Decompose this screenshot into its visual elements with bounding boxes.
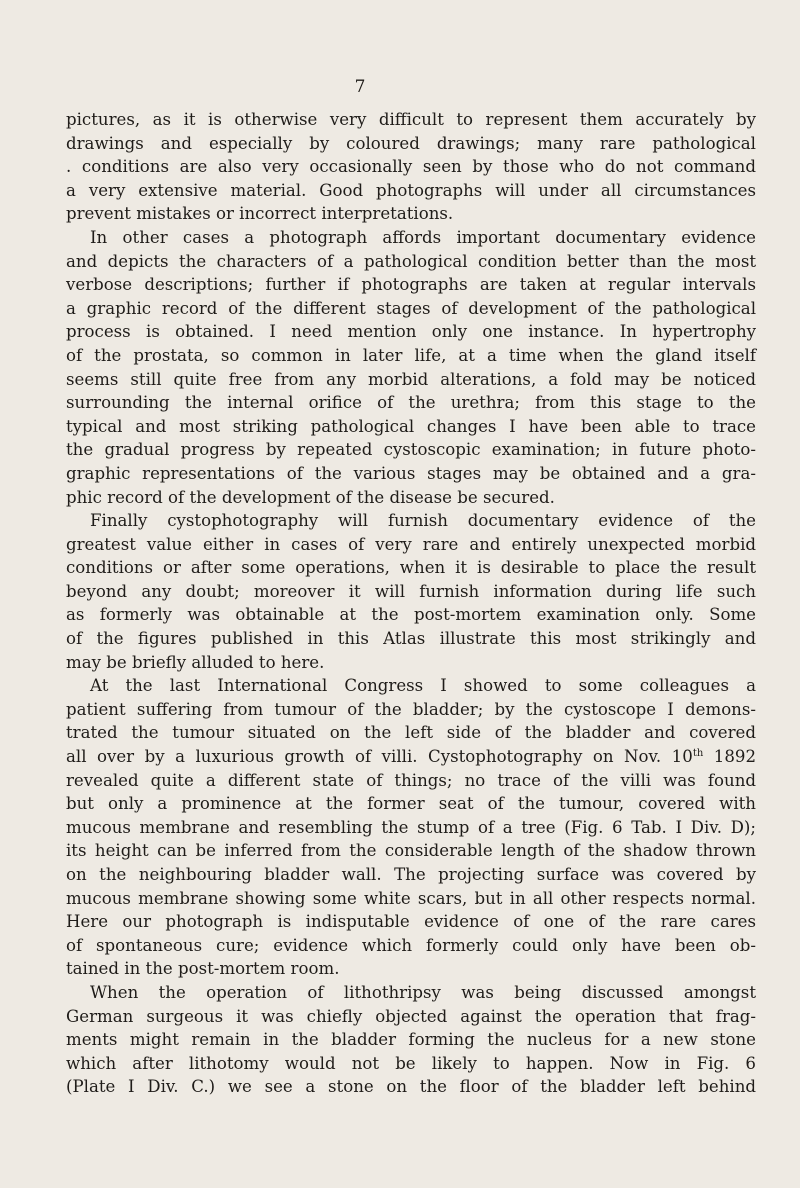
text-line: typical and most striking pathological changes I have been able to trace [66, 416, 756, 436]
text-line: trated the tumour situated on the left side of the bladder and covered [66, 723, 756, 743]
text-line: its height can be inferred from the considerable length of the shadow thrown [66, 841, 756, 861]
text-line: ments might remain in the bladder forming the nucleus for a new stone [66, 1030, 756, 1050]
text-line: as formerly was obtainable at the post-mortem examination only. Some [66, 605, 756, 625]
text-line: on the neighbouring bladder wall. The projecting surface was covered by [66, 865, 756, 884]
text-line: patient suffering from tumour of the bladder; by the cystoscope I demons- [66, 699, 756, 719]
text-line: and depicts the characters of a pathological condition better than the most [66, 251, 756, 271]
text-line: In other cases a photograph affords important documentary evidence [90, 227, 756, 247]
text-line: a graphic record of the different stages of development of the pathological [66, 298, 756, 318]
text-line: revealed quite a different state of things; no trace of the villi was found [66, 770, 756, 790]
text-line: graphic representations of the various stages may be obtained and a gra- [66, 463, 756, 483]
text-line: Finally cystophotography will furnish documentary evidence of the [90, 511, 756, 531]
text-line: drawings and especially by coloured drawings; many rare pathological [66, 133, 756, 153]
text-line: . conditions are also very occasionally seen by those who do not command [66, 157, 756, 177]
text-line: of spontaneous cure; evidence which formerly could only have been ob- [66, 935, 756, 955]
superscript: th [692, 748, 704, 760]
text-line: verbose descriptions; further if photographs are taken at regular intervals [66, 275, 756, 295]
text-line: mucous membrane and resembling the stump of a tree (Fig. 6 Tab. I Div. D); [66, 817, 756, 837]
text-line: but only a prominence at the former seat of the tumour, covered with [66, 794, 756, 814]
text-line: may be briefly alluded to here. [66, 652, 325, 672]
text-line: At the last International Congress I showed to some colleagues a [90, 676, 756, 696]
text-line: conditions or after some operations, when it is desirable to place the result [66, 558, 756, 578]
text-line: process is obtained. I need mention only one instance. In hypertrophy [66, 322, 756, 342]
text-line: greatest value either in cases of very rare and entirely unexpected morbid [66, 534, 756, 554]
paragraph [66, 226, 756, 509]
text-line: seems still quite free from any morbid alterations, a fold may be noticed [66, 369, 756, 389]
text-line-with-superscript [66, 745, 756, 769]
text-line: German surgeous it was chiefly objected against the operation that frag- [66, 1006, 756, 1026]
text-fragment: 1892 [703, 747, 757, 767]
text-line: phic record of the development of the disease be secured. [66, 487, 555, 507]
paragraph [66, 509, 756, 674]
body-text [66, 108, 756, 1099]
text-line: pictures, as it is otherwise very difficult to represent them accurately by [66, 110, 756, 129]
text-line: prevent mistakes or incorrect interpretations. [66, 204, 454, 224]
text-line: When the operation of lithothripsy was being discussed amongst [90, 982, 756, 1002]
text-line: mucous membrane showing some white scars, but in all other respects normal. [66, 888, 756, 908]
paragraph [66, 108, 756, 226]
text-line: of the prostata, so common in later life, at a time when the gland itself [66, 345, 756, 365]
text-line: Here our photograph is indisputable evidence of one of the rare cares [66, 912, 756, 932]
text-line: surrounding the internal orifice of the urethra; from this stage to the [66, 393, 756, 413]
text-line: (Plate I Div. C.) we see a stone on the floor of the bladder left behind [66, 1077, 756, 1097]
text-line: a very extensive material. Good photographs will under all circumstances [66, 180, 756, 200]
text-line: tained in the post-mortem room. [66, 959, 340, 979]
page-number: 7 [354, 77, 366, 97]
text-line: which after lithotomy would not be likely to happen. Now in Fig. 6 [66, 1053, 756, 1073]
text-line: of the figures published in this Atlas illustrate this most strikingly and [66, 629, 756, 649]
paragraph [66, 981, 756, 1099]
text-line: the gradual progress by repeated cystoscopic examination; in future photo- [66, 440, 756, 460]
text-line: beyond any doubt; moreover it will furnish information during life such [66, 581, 756, 601]
paragraph [66, 674, 756, 981]
text-fragment: all over by a luxurious growth of villi. Cystophotography on Nov. 10 [66, 747, 693, 767]
